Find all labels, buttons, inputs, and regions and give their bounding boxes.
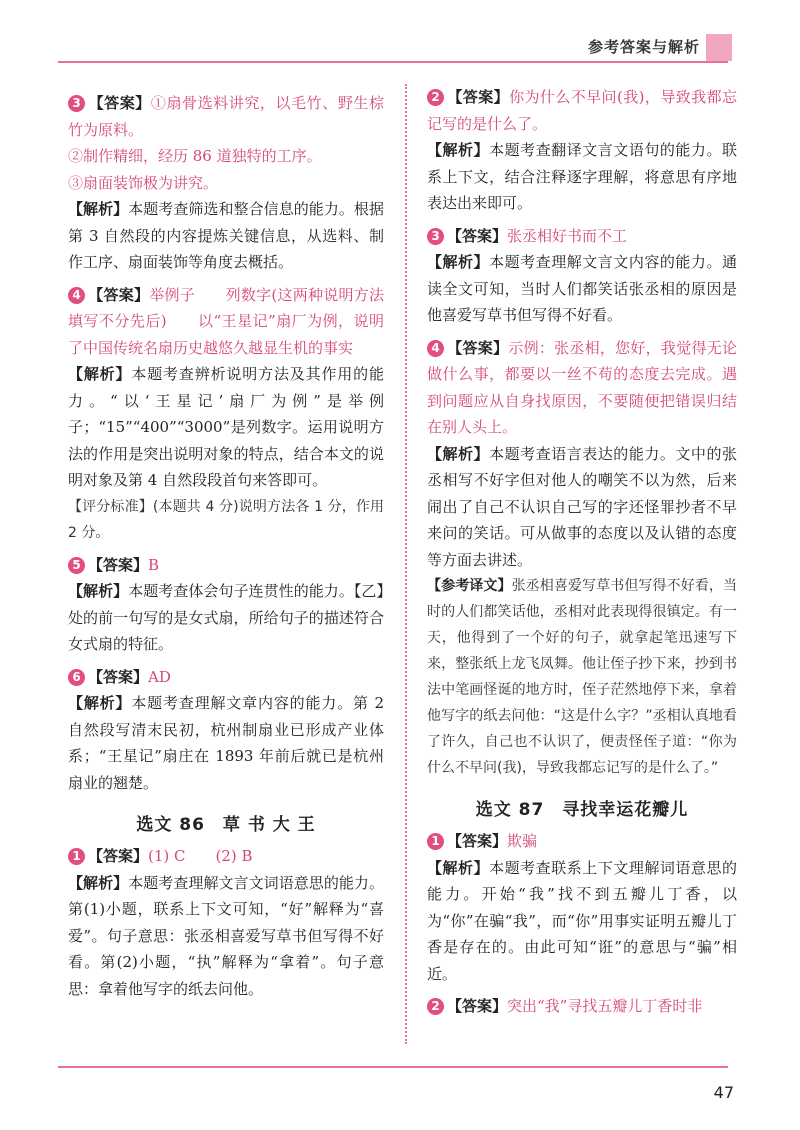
q4-answer-text: 举例子 列数字(这两种说明方法填写不分先后) 以“王星记”扇厂为例，说明了中国传统名扇历史越悠久越显生机的事实 bbox=[68, 285, 384, 357]
answer-label: 【答案】 bbox=[447, 88, 510, 106]
q4-answer bbox=[68, 282, 384, 362]
s86-q3-analysis-text: 本题考查理解文言文内容的能力。通读全文可知，当时人们都笑话张丞相的原因是他喜爱写草书但写得不好看。 bbox=[427, 253, 737, 324]
header-rule bbox=[58, 61, 728, 63]
s87-q2-number-badge: 2 bbox=[427, 998, 444, 1015]
analysis-label: 【解析】 bbox=[68, 694, 132, 712]
s86-q1-analysis-text: 本题考查理解文言文词语意思的能力。第(1)小题，联系上下文可知，“好”解释为“喜爱”。句子意思：张丞相喜爱写草书但写得不好看。第(2)小题，“执”解释为“拿着”。句子意思：拿着他写字的纸去问他。 bbox=[68, 873, 384, 998]
s86-q3-analysis bbox=[427, 249, 737, 329]
answer-label: 【答案】 bbox=[88, 847, 149, 865]
s87-q1-number-badge: 1 bbox=[427, 833, 444, 850]
s86-q3-answer bbox=[427, 223, 737, 250]
s86-q4-number-badge: 4 bbox=[427, 340, 444, 357]
q5-number-badge: 5 bbox=[68, 557, 85, 574]
answer-label: 【答案】 bbox=[88, 667, 149, 686]
s86-q1-number-badge: 1 bbox=[68, 848, 85, 865]
s86-q4-analysis bbox=[427, 441, 737, 574]
answer-label: 【答案】 bbox=[88, 285, 150, 304]
analysis-label: 【解析】 bbox=[68, 873, 129, 892]
answer-label: 【答案】 bbox=[447, 226, 508, 245]
section-87-title: 选文 87 寻找幸运花瓣儿 bbox=[475, 800, 689, 820]
s86-q1-answer-text: (1) C (2) B bbox=[148, 847, 253, 865]
s86-q2-answer bbox=[427, 84, 737, 137]
s86-q3-answer-text: 张丞相好书而不工 bbox=[507, 226, 628, 245]
q3-answer bbox=[68, 90, 384, 143]
q3-analysis bbox=[68, 196, 384, 276]
q5-analysis bbox=[68, 578, 384, 658]
analysis-label: 【解析】 bbox=[427, 253, 490, 271]
q3-number-badge: 3 bbox=[68, 95, 85, 112]
answer-label: 【答案】 bbox=[88, 555, 149, 574]
analysis-label: 【解析】 bbox=[427, 858, 490, 877]
s86-q2-analysis bbox=[427, 137, 737, 217]
s87-q1-analysis-text: 本题考查联系上下文理解词语意思的能力。开始“我”找不到五瓣儿丁香，以为“你”在骗“我”，而“你”用事实证明五瓣儿丁香是存在的。由此可知“诳”的意思与“骗”相近。 bbox=[427, 858, 737, 983]
q3-answer-1: ①扇骨选料讲究，以毛竹、野生棕竹为原料。 bbox=[68, 94, 384, 139]
answer-label: 【答案】 bbox=[447, 338, 509, 357]
analysis-label: 【解析】 bbox=[68, 200, 129, 218]
analysis-label: 【解析】 bbox=[427, 444, 490, 463]
page-number: 47 bbox=[713, 1083, 734, 1102]
column-divider bbox=[405, 84, 407, 1044]
s86-q2-analysis-text: 本题考查翻译文言文语句的能力。联系上下文，结合注释逐字理解，将意思有序地表达出来即可。 bbox=[427, 141, 737, 212]
s87-q1-answer bbox=[427, 828, 737, 855]
s86-q4-answer-text: 示例：张丞相，您好，我觉得无论做什么事，都要以一丝不苟的态度去完成。遇到问题应从自身找原因，不要随便把错误归结在别人头上。 bbox=[427, 338, 737, 436]
footer-rule bbox=[58, 1066, 728, 1068]
analysis-label: 【解析】 bbox=[427, 141, 490, 159]
q3-analysis-text: 本题考查筛选和整合信息的能力。根据第 3 自然段的内容提炼关键信息，从选料、制作工序、扇面装饰等角度去概括。 bbox=[68, 200, 384, 271]
q6-analysis bbox=[68, 690, 384, 796]
q4-analysis-text: 本题考查辨析说明方法及其作用的能力。“以‘王星记’扇厂为例”是举例子；“15”“400”“3000”是列数字。运用说明方法的作用是突出说明对象的特点，结合本文的说明对象及第 4 自然段段首句来答即可。 bbox=[68, 365, 384, 489]
q4-scoring bbox=[68, 494, 384, 546]
header-title: 参考答案与解析 bbox=[588, 38, 701, 56]
s87-q2-answer bbox=[427, 993, 737, 1020]
analysis-label: 【解析】 bbox=[68, 582, 129, 600]
s87-q1-answer-text: 欺骗 bbox=[507, 832, 538, 850]
q4-scoring-text: (本题共 4 分)说明方法各 1 分，作用 2 分。 bbox=[68, 498, 385, 541]
s86-q2-number-badge: 2 bbox=[427, 89, 444, 106]
q5-analysis-text: 本题考查体会句子连贯性的能力。【乙】处的前一句写的是女式扇，所给句子的描述符合女式扇的特征。 bbox=[68, 582, 384, 653]
analysis-label: 【解析】 bbox=[68, 365, 132, 383]
s86-q2-answer-text: 你为什么不早问(我)，导致我都忘记写的是什么了。 bbox=[427, 88, 737, 133]
s86-q4-answer bbox=[427, 335, 737, 441]
s86-q1-analysis bbox=[68, 870, 384, 1003]
q6-answer-text: AD bbox=[148, 667, 171, 686]
translation-label: 【参考译文】 bbox=[427, 578, 512, 594]
q6-answer bbox=[68, 664, 384, 691]
q4-analysis bbox=[68, 361, 384, 494]
answer-label: 【答案】 bbox=[88, 94, 151, 112]
s86-translation bbox=[427, 573, 737, 781]
scoring-label: 【评分标准】 bbox=[68, 498, 153, 515]
q3-answer-2: ②制作精细，经历 86 道独特的工序。 bbox=[68, 147, 322, 165]
s87-q2-answer-text: 突出“我”寻找五瓣儿丁香时非 bbox=[507, 997, 703, 1015]
q5-answer-text: B bbox=[148, 555, 160, 574]
header-tab-decoration bbox=[706, 34, 732, 61]
s86-q1-answer bbox=[68, 843, 384, 870]
q3-answer-3: ③扇面装饰极为讲究。 bbox=[68, 173, 219, 192]
q6-analysis-text: 本题考查理解文章内容的能力。第 2 自然段写清末民初，杭州制扇业已形成产业体系；“王星记”扇庄在 1893 年前后就已是杭州扇业的翘楚。 bbox=[68, 694, 384, 792]
left-column bbox=[68, 84, 384, 1002]
answer-label: 【答案】 bbox=[447, 832, 508, 850]
s86-q4-analysis-text: 本题考查语言表达的能力。文中的张丞相写不好字但对他人的嘲笑不以为然，后来闹出了自己不认识自己写的字还怪罪抄者不早来问的笑话。可从做事的态度以及认错的态度等方面去讲述。 bbox=[427, 444, 737, 569]
q5-answer bbox=[68, 552, 384, 579]
s87-q1-analysis bbox=[427, 855, 737, 988]
s86-q3-number-badge: 3 bbox=[427, 228, 444, 245]
answer-label: 【答案】 bbox=[447, 997, 508, 1015]
s86-translation-text: 张丞相喜爱写草书但写得不好看，当时的人们都笑话他，丞相对此表现得很镇定。有一天，他得到了一个好的句子，就拿起笔迅速写下来，整张纸上龙飞凤舞。他让侄子抄下来，抄到书法中笔画怪诞的地方时，侄子茫然地停下来，拿着他写字的纸去问他：“这是什么字？”丞相认真地看了许久，自己也不认识了，便责怪侄子道：“你为什么不早问(我)，导致我都忘记写的是什么了。” bbox=[427, 578, 738, 776]
section-86-title: 选文 86 草 书 大 王 bbox=[136, 815, 316, 835]
q6-number-badge: 6 bbox=[68, 669, 85, 686]
right-column bbox=[427, 84, 737, 1020]
q4-number-badge: 4 bbox=[68, 287, 85, 304]
